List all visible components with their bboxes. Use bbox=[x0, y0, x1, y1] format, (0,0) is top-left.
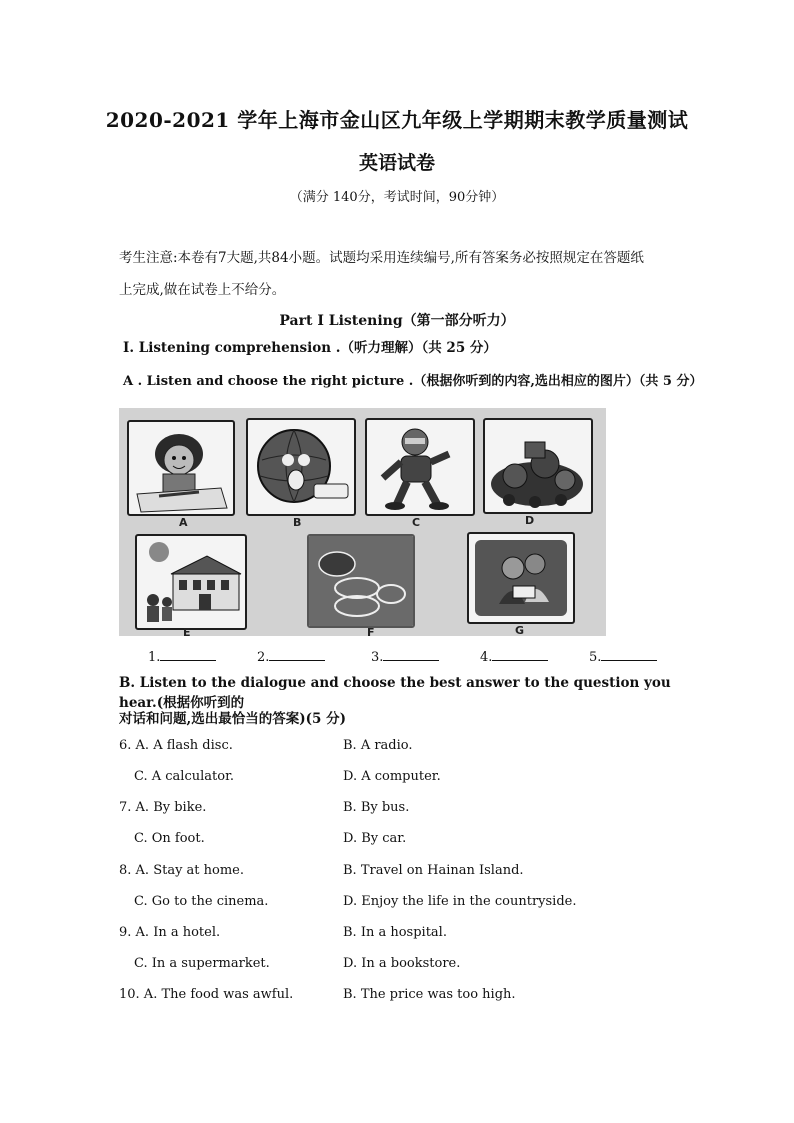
globe-icon bbox=[248, 420, 354, 514]
picture-e bbox=[135, 534, 247, 630]
picture-c bbox=[365, 418, 475, 516]
part-title: Part Ⅰ Listening（第一部分听力） bbox=[279, 313, 515, 329]
picture-label-e: E bbox=[183, 626, 191, 639]
blank-number: 1. bbox=[148, 650, 161, 665]
question-9-option-b: B. In a hospital. bbox=[343, 925, 447, 940]
question-8-option-a: 8. A. Stay at home. bbox=[119, 863, 245, 878]
answer-blank-4[interactable] bbox=[480, 648, 548, 665]
question-6-option-b: B. A radio. bbox=[343, 738, 413, 753]
section-a-heading: A . Listen and choose the right picture .（根据你听到的内容,选出相应的图片）（共 5 分） bbox=[123, 374, 703, 389]
blank-line[interactable] bbox=[383, 648, 439, 661]
blank-number: 2. bbox=[257, 650, 270, 665]
robot-icon bbox=[367, 420, 473, 514]
picture-label-a: A bbox=[179, 516, 188, 529]
picture-figure bbox=[119, 408, 606, 639]
section-b-heading-1: B. Listen to the dialogue and choose the best answer to the question you hear.(根据你听到的 bbox=[119, 675, 671, 711]
picture-a bbox=[127, 420, 235, 516]
question-10-option-a: 10. A. The food was awful. bbox=[119, 987, 294, 1002]
exam-subtitle: 英语试卷 bbox=[358, 152, 435, 174]
question-8-option-b: B. Travel on Hainan Island. bbox=[343, 863, 524, 878]
notice-line-1: 考生注意:本卷有7大题,共84小题。试题均采用连续编号,所有答案务必按照规定在答题纸 bbox=[119, 250, 644, 266]
blank-number: 5. bbox=[589, 650, 602, 665]
picture-label-b: B bbox=[293, 516, 302, 529]
question-7-option-c: C. On foot. bbox=[134, 831, 205, 846]
answer-blank-3[interactable] bbox=[371, 648, 439, 665]
picture-label-c: C bbox=[412, 516, 421, 529]
answer-blank-2[interactable] bbox=[257, 648, 325, 665]
exam-title: 2020-2021 学年上海市金山区九年级上学期期末教学质量测试 bbox=[105, 108, 689, 132]
question-8-option-c: C. Go to the cinema. bbox=[134, 894, 269, 909]
question-9-option-a: 9. A. In a hotel. bbox=[119, 925, 221, 940]
question-6-option-c: C. A calculator. bbox=[134, 769, 234, 784]
picture-f bbox=[307, 534, 415, 628]
question-7-option-b: B. By bus. bbox=[343, 800, 410, 815]
blank-line[interactable] bbox=[160, 648, 216, 661]
cooking-plates-icon bbox=[309, 536, 413, 626]
question-6-option-a: 6. A. A flash disc. bbox=[119, 738, 233, 753]
blank-number: 4. bbox=[480, 650, 493, 665]
people-reading-icon bbox=[469, 534, 573, 622]
question-9-option-d: D. In a bookstore. bbox=[343, 956, 461, 971]
section-heading: Ⅰ. Listening comprehension .（听力理解）（共 25 分） bbox=[123, 340, 497, 356]
school-building-icon bbox=[137, 536, 245, 628]
question-8-option-d: D. Enjoy the life in the countryside. bbox=[343, 894, 577, 909]
girl-painting-icon bbox=[129, 422, 233, 514]
picture-b bbox=[246, 418, 356, 516]
picture-label-d: D bbox=[525, 514, 535, 527]
blank-number: 3. bbox=[371, 650, 384, 665]
picture-label-f: F bbox=[367, 626, 375, 639]
answer-blank-1[interactable] bbox=[148, 648, 216, 665]
blank-line[interactable] bbox=[601, 648, 657, 661]
question-9-option-c: C. In a supermarket. bbox=[134, 956, 270, 971]
answer-blank-5[interactable] bbox=[589, 648, 657, 665]
picture-label-g: G bbox=[515, 624, 525, 637]
picture-g bbox=[467, 532, 575, 624]
notice-line-2: 上完成,做在试卷上不给分。 bbox=[119, 282, 286, 298]
rubbish-pile-icon bbox=[485, 420, 591, 512]
blank-line[interactable] bbox=[269, 648, 325, 661]
question-7-option-d: D. By car. bbox=[343, 831, 407, 846]
question-6-option-d: D. A computer. bbox=[343, 769, 441, 784]
question-7-option-a: 7. A. By bike. bbox=[119, 800, 207, 815]
blank-line[interactable] bbox=[492, 648, 548, 661]
score-info: （满分 140分，考试时间，90分钟） bbox=[289, 190, 505, 205]
question-10-option-b: B. The price was too high. bbox=[343, 987, 516, 1002]
picture-d bbox=[483, 418, 593, 514]
section-b-heading-2: 对话和问题,选出最恰当的答案)(5 分) bbox=[119, 711, 346, 727]
